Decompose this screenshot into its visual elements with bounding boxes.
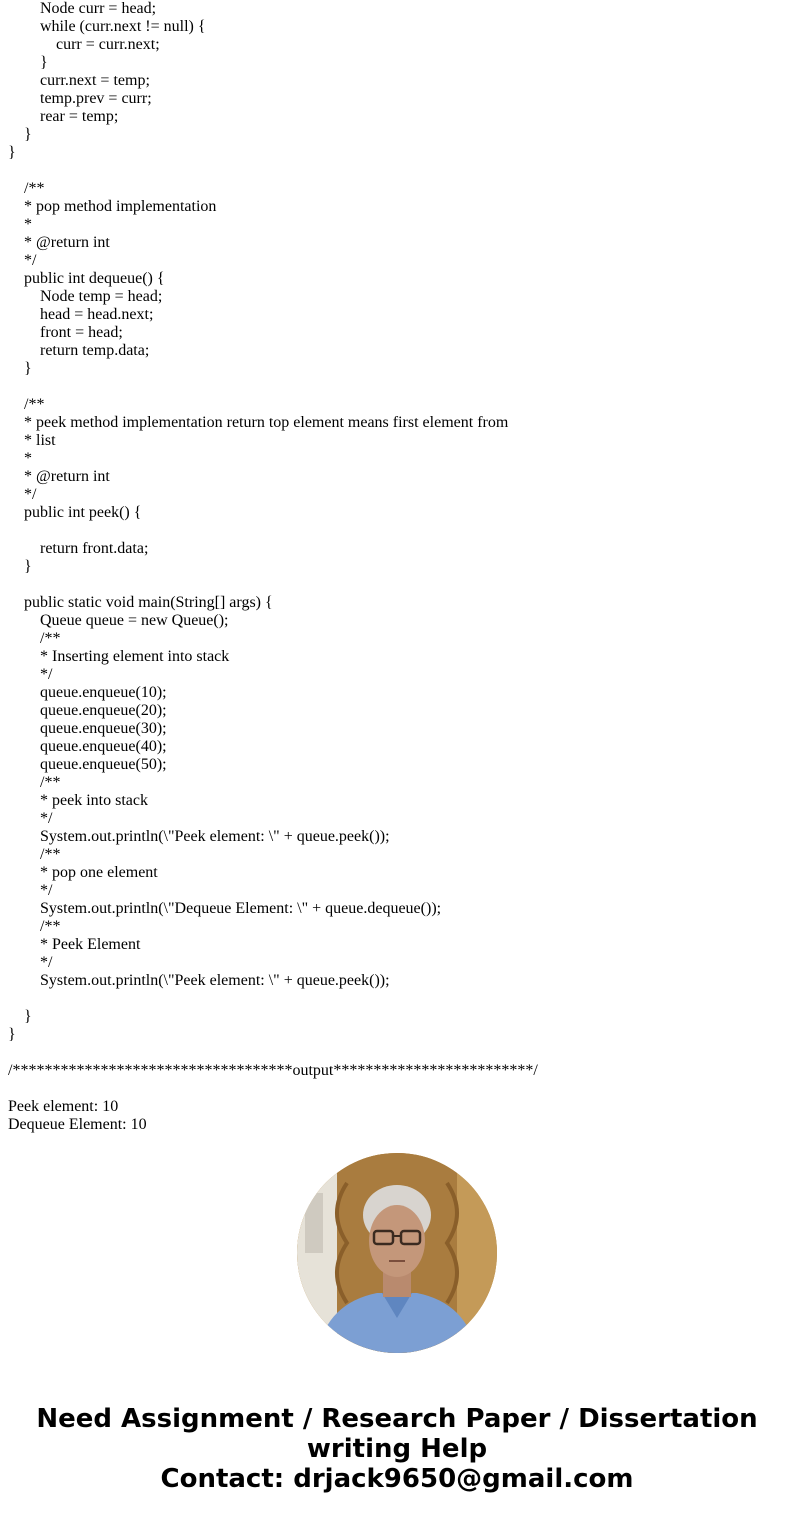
- code-line: * @return int: [24, 234, 110, 251]
- code-line: public static void main(String[] args) {: [24, 594, 273, 611]
- code-line: */: [24, 486, 37, 503]
- code-line: return front.data;: [40, 540, 149, 557]
- code-line: * pop method implementation: [24, 198, 217, 215]
- code-line: }: [40, 54, 48, 71]
- code-line: Node curr = head;: [40, 0, 157, 17]
- code-line: /**: [40, 918, 61, 935]
- code-line: queue.enqueue(10);: [40, 684, 167, 701]
- code-line: Peek element: 10: [8, 1098, 119, 1115]
- code-line: }: [8, 144, 16, 161]
- promo-banner: [0, 1404, 794, 1494]
- code-line: */: [24, 252, 37, 269]
- code-line: */: [40, 810, 53, 827]
- person-photo-icon: [297, 1153, 497, 1353]
- code-line: temp.prev = curr;: [40, 90, 152, 107]
- code-line: queue.enqueue(40);: [40, 738, 167, 755]
- code-line: [8, 522, 788, 540]
- code-line: * Peek Element: [40, 936, 141, 953]
- code-line: /**: [40, 846, 61, 863]
- code-line: * list: [24, 432, 56, 449]
- code-line: /**: [24, 396, 45, 413]
- code-listing: [8, 0, 788, 1134]
- code-line: }: [24, 1008, 32, 1025]
- promo-line-2: writing Help: [306, 1434, 488, 1464]
- code-line: queue.enqueue(30);: [40, 720, 167, 737]
- code-line: *: [24, 450, 32, 467]
- code-line: /**: [40, 630, 61, 647]
- code-line: */: [40, 954, 53, 971]
- code-line: rear = temp;: [40, 108, 119, 125]
- code-line: * peek into stack: [40, 792, 148, 809]
- code-line: /**: [24, 180, 45, 197]
- code-line: */: [40, 882, 53, 899]
- code-line: }: [8, 1026, 16, 1043]
- code-line: * Inserting element into stack: [40, 648, 230, 665]
- code-line: [8, 990, 788, 1008]
- code-line: */: [40, 666, 53, 683]
- code-line: * pop one element: [40, 864, 158, 881]
- code-line: front = head;: [40, 324, 123, 341]
- code-line: /***********************************output*************************/: [8, 1062, 538, 1079]
- code-line: Node temp = head;: [40, 288, 163, 305]
- promo-line-3: Contact: drjack9650@gmail.com: [160, 1464, 634, 1494]
- author-photo: [297, 1153, 497, 1353]
- code-line: [8, 1080, 788, 1098]
- code-line: * @return int: [24, 468, 110, 485]
- code-line: public int peek() {: [24, 504, 142, 521]
- code-line: curr = curr.next;: [56, 36, 160, 53]
- code-line: queue.enqueue(20);: [40, 702, 167, 719]
- code-line: return temp.data;: [40, 342, 150, 359]
- code-line: * peek method implementation return top element means first element from: [24, 414, 509, 431]
- code-line: System.out.println(\"Dequeue Element: \" + queue.dequeue());: [40, 900, 442, 917]
- code-line: *: [24, 216, 32, 233]
- code-line: System.out.println(\"Peek element: \" + queue.peek());: [40, 828, 390, 845]
- code-line: while (curr.next != null) {: [40, 18, 206, 35]
- code-line: Queue queue = new Queue();: [40, 612, 229, 629]
- code-line: public int dequeue() {: [24, 270, 165, 287]
- code-line: curr.next = temp;: [40, 72, 150, 89]
- code-line: }: [24, 558, 32, 575]
- code-line: /**: [40, 774, 61, 791]
- code-line: [8, 576, 788, 594]
- code-line: queue.enqueue(50);: [40, 756, 167, 773]
- code-line: }: [24, 360, 32, 377]
- code-line: [8, 162, 788, 180]
- code-line: Dequeue Element: 10: [8, 1116, 147, 1133]
- code-line: }: [24, 126, 32, 143]
- code-line: [8, 1044, 788, 1062]
- promo-line-1: Need Assignment / Research Paper / Dissertation: [36, 1404, 758, 1434]
- code-line: [8, 378, 788, 396]
- code-line: System.out.println(\"Peek element: \" + queue.peek());: [40, 972, 390, 989]
- code-line: head = head.next;: [40, 306, 154, 323]
